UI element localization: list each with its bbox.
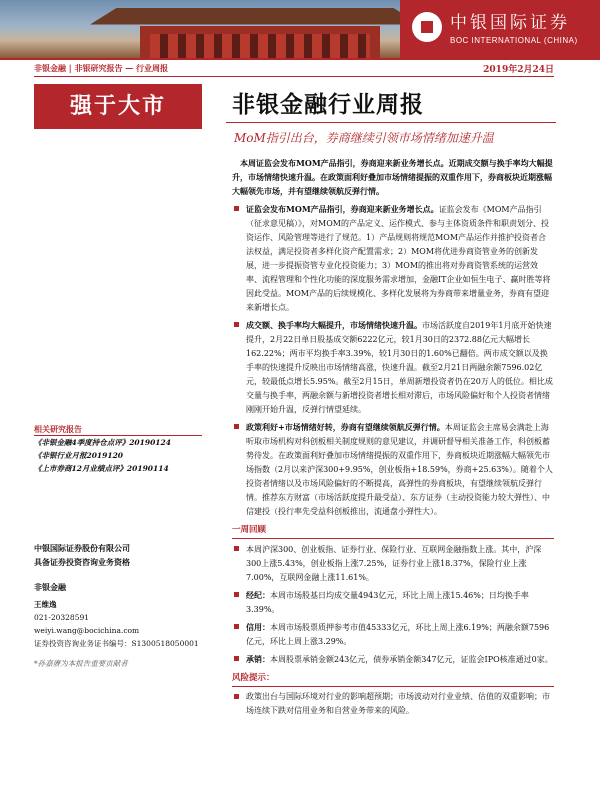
related-reports-title: 相关研究报告	[34, 424, 82, 434]
header-rule	[34, 76, 554, 77]
review-text: 本周市场股票质押参考市值45333亿元，环比上周上涨6.19%；两融余额7596亿元，环比上周上涨3.29%。	[246, 623, 550, 646]
report-date: 2019年2月24日	[483, 65, 554, 75]
bullet-heading: 成交额、换手率均大幅提升，市场情绪快速升温。	[246, 320, 422, 330]
logo-english-name: BOC INTERNATIONAL (CHINA)	[450, 36, 578, 45]
bullet-item	[232, 420, 554, 519]
review-heading: 经纪：	[246, 590, 270, 600]
related-report-link[interactable]: 《上市券商12月业绩点评》20190114	[34, 464, 169, 473]
bullet-text: 市场活跃度自2019年1月底开始快速提升，2月22日单日股基成交额6222亿元，较1月30日的2372.88亿元大幅增长162.22%；两市平均换手率3.39%，较1月30日的1.60%已翻倍。两市成交额以及换手率的快速提升反映出市场情绪高涨，快速升温。截至2月21日两融余额7596.02亿元，较最低点增长5.95%。截至2月15日，单周新增投资者仍在20万人的低位。相比成交量与换手率，两融余额与新增投资者增长相对滞后，市场风险偏好和个人投资者情绪刚刚开始升温，反弹行情望延续。	[246, 321, 553, 414]
title-rule	[226, 122, 556, 123]
analyst-email[interactable]: weiyi.wang@bocichina.com	[34, 626, 140, 635]
analyst-certificate: 证券投资咨询业务证书编号：S1300518050001	[34, 639, 199, 648]
bullet-item	[232, 202, 554, 315]
section-rule	[232, 686, 554, 687]
related-report-link[interactable]: 《非银金融4季度持仓点评》20190124	[34, 438, 171, 447]
review-item	[232, 620, 554, 649]
page-title: 非银金融行业周报	[232, 91, 424, 118]
company-logo	[400, 0, 600, 58]
bullet-heading: 政策利好+市场情绪好转，券商有望继续领航反弹行情。	[246, 422, 445, 432]
review-item	[232, 542, 554, 585]
header-divider	[0, 58, 600, 60]
risk-heading: 风险提示：	[232, 673, 275, 683]
weekly-review-heading: 一周回顾	[232, 525, 267, 535]
bullet-item	[232, 318, 554, 417]
header-banner	[0, 0, 600, 58]
bullet-heading: 证监会发布MOM产品指引，券商迎来新业务增长点。	[246, 204, 439, 214]
company-info	[34, 541, 130, 569]
related-reports-list	[34, 436, 171, 475]
analyst-sector: 非银金融	[34, 582, 66, 592]
logo-chinese-name: 中银国际证券	[450, 13, 570, 33]
bullet-text: 证监会发布《MOM产品指引（征求意见稿）》，对MOM的产品定义、运作模式、参与主体资质条件和职责划分、投资运作、风险管理等进行了规范。1）产品规则将规范MOM产品运作并推护投资者合法权益，满足投资者多样化资产配置需求；2）MOM将优进券商资管业务的创新发展，进一步提振资管专业化投资能力；3）MOM的推出将对券商资管系统的运营效率、流程管理和个性化功能的深度服务需求增加，金融IT企业如恒生电子、赢时胜等将因此受益。MOM产品的后续规模化、多样化发展将为券商带来增量业务，券商有望迎来新增长点。	[246, 205, 551, 312]
risk-item	[232, 690, 554, 718]
company-name: 中银国际证券股份有限公司	[34, 543, 130, 553]
review-text: 本周沪深300、创业板指、证券行业、保险行业、互联网金融指数上涨。其中，沪深300上涨5.43%，创业板指上涨7.25%，证券行业上涨18.37%，保险行业上涨7.00%，互联网金融上涨11.61%。	[246, 545, 542, 582]
analyst-phone: 021-20328591	[34, 613, 90, 622]
company-qualification: 具备证券投资咨询业务资格	[34, 557, 130, 567]
analyst-info	[34, 598, 199, 650]
page-subtitle: MoM指引出台，券商继续引领市场情绪加速升温	[234, 131, 494, 145]
review-text: 本周股票承销金额243亿元，债券承销金额347亿元，证监会IPO核准通过0家。	[270, 655, 553, 664]
bullet-text: 本周证监会主席易会满赴上海听取市场机构对科创板相关制度规则的意见建议，并调研督导相关准备工作，科创板蓄势待发。在政策面利好叠加市场情绪提振的双重作用下，券商板块近期涨幅大幅领先市场指数（2月以来沪深300+9.95%，创业板指+18.59%，券商+25.63%）。随着个人投资者情绪以及市场风险偏好的不断提高，高弹性的券商板块，有望继续领航反弹行情。推荐东方财富（市场活跃度提升最受益）、东方证券（主动投资能力较大弹性）、中信建投（投行率先受益科创板推出，流通盘小弹性大）。	[246, 423, 553, 516]
rating-badge: 强于大市	[34, 84, 202, 129]
boc-logo-icon	[412, 12, 442, 42]
related-report-link[interactable]: 《非银行业月报2019120	[34, 451, 124, 460]
banner-building-pillars	[150, 34, 370, 58]
analyst-name: 王维逸	[34, 600, 57, 609]
review-item	[232, 588, 554, 617]
review-heading: 信用：	[246, 622, 270, 632]
report-body	[232, 156, 554, 720]
breadcrumb: 非银金融 | 非银研究报告 — 行业周报	[34, 63, 169, 73]
review-text: 本周市场股基日均成交量4943亿元，环比上周上涨15.46%；日均换手率3.39%。	[246, 591, 529, 614]
risk-text: 政策出台与国际环境对行业的影响超预期；市场波动对行业业绩、估值的双重影响；市场连续下跌对信用业务和自营业务带来的风险。	[246, 692, 550, 715]
lead-paragraph: 本周证监会发布MOM产品指引，券商迎来新业务增长点。近期成交额与换手率均大幅提升，市场情绪快速升温。在政策面利好叠加市场情绪提振的双重作用下，券商板块近期涨幅大幅领先市场，并有望继续领航反弹行情。	[232, 158, 553, 196]
review-item	[232, 652, 554, 667]
section-rule	[232, 538, 554, 539]
contributor-note: *孙嘉赓为本报告重要贡献者	[34, 659, 128, 668]
review-heading: 承销：	[246, 654, 270, 664]
